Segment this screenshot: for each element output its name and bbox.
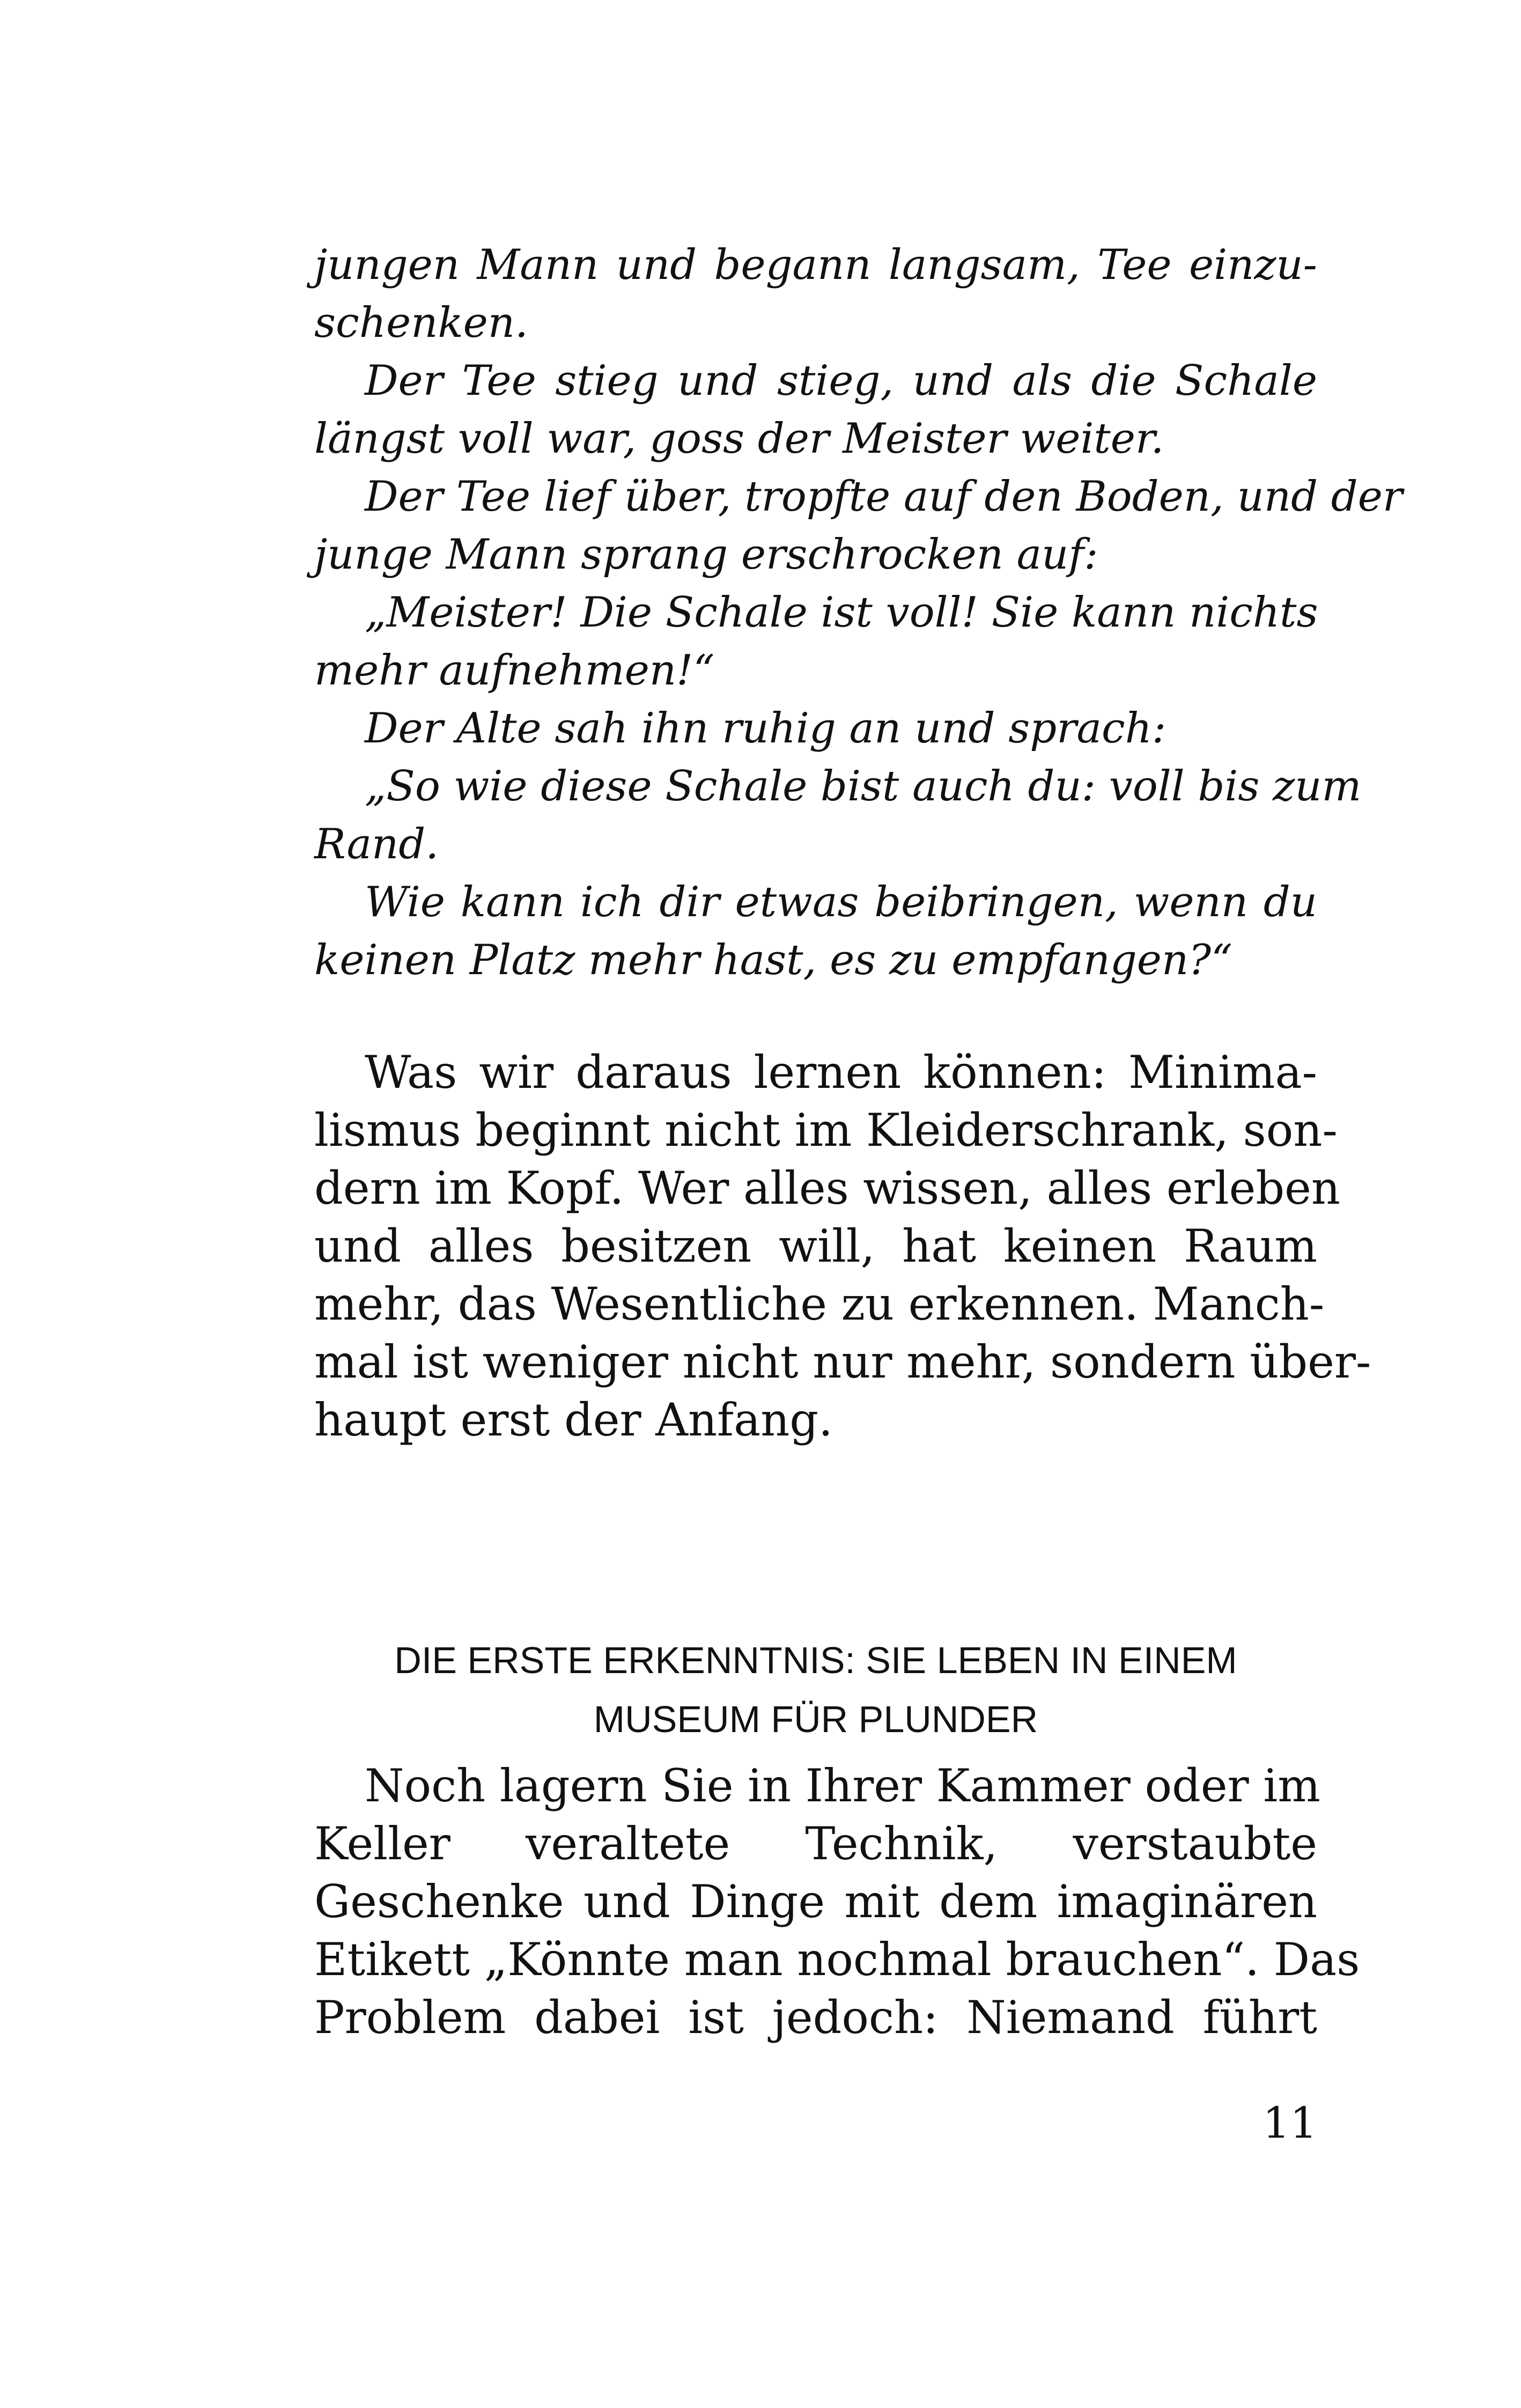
page-number: 11 (1262, 2098, 1317, 2148)
lesson-line: und alles besitzen will, hat keinen Raum (314, 1220, 1317, 1272)
story-line: schenken. (314, 299, 528, 347)
story-line: längst voll war, goss der Meister weiter. (314, 415, 1164, 463)
chapter-line: Etikett „Könnte man nochmal brauchen“. Das (314, 1933, 1360, 1986)
story-line: keinen Platz mehr hast, es zu empfangen?“ (314, 936, 1232, 984)
story-line: junge Mann sprang erschrocken auf: (314, 531, 1098, 579)
section-heading (314, 1631, 1317, 1749)
chapter-line: Noch lagern Sie in Ihrer Kammer oder im (365, 1759, 1320, 1812)
story-passage (314, 236, 1403, 989)
chapter-line: Keller veraltete Technik, verstaubte (314, 1817, 1317, 1870)
story-line: Wie kann ich dir etwas beibringen, wenn du (365, 878, 1317, 926)
chapter-paragraph (314, 1757, 1360, 2046)
story-line: Der Alte sah ihn ruhig an und sprach: (365, 704, 1166, 753)
story-line: Der Tee stieg und stieg, und als die Schale (365, 357, 1317, 405)
story-line: Der Tee lief über, tropfte auf den Boden, und der (365, 473, 1403, 521)
lesson-line: Was wir daraus lernen können: Minima- (365, 1046, 1317, 1099)
section-heading-line-1: DIE ERSTE ERKENNTNIS: SIE LEBEN IN EINEM (394, 1639, 1237, 1681)
story-line: „Meister! Die Schale ist voll! Sie kann nichts (365, 588, 1318, 637)
story-line: jungen Mann und begann langsam, Tee einzu- (314, 241, 1317, 289)
lesson-paragraph (314, 1043, 1371, 1449)
chapter-line: Geschenke und Dinge mit dem imaginären (314, 1875, 1317, 1928)
chapter-line: Problem dabei ist jedoch: Niemand führt (314, 1991, 1317, 2044)
lesson-line: lismus beginnt nicht im Kleiderschrank, son- (314, 1104, 1338, 1157)
lesson-line: dern im Kopf. Wer alles wissen, alles erleben (314, 1162, 1340, 1214)
section-heading-line-2: MUSEUM FÜR PLUNDER (593, 1698, 1038, 1740)
lesson-line: haupt erst der Anfang. (314, 1394, 833, 1446)
story-line: Rand. (314, 820, 439, 868)
lesson-line: mal ist weniger nicht nur mehr, sondern über- (314, 1336, 1371, 1388)
lesson-line: mehr, das Wesentliche zu erkennen. Manch- (314, 1278, 1325, 1330)
story-line: „So wie diese Schale bist auch du: voll bis zum (365, 762, 1362, 811)
story-line: mehr aufnehmen!“ (314, 646, 715, 695)
